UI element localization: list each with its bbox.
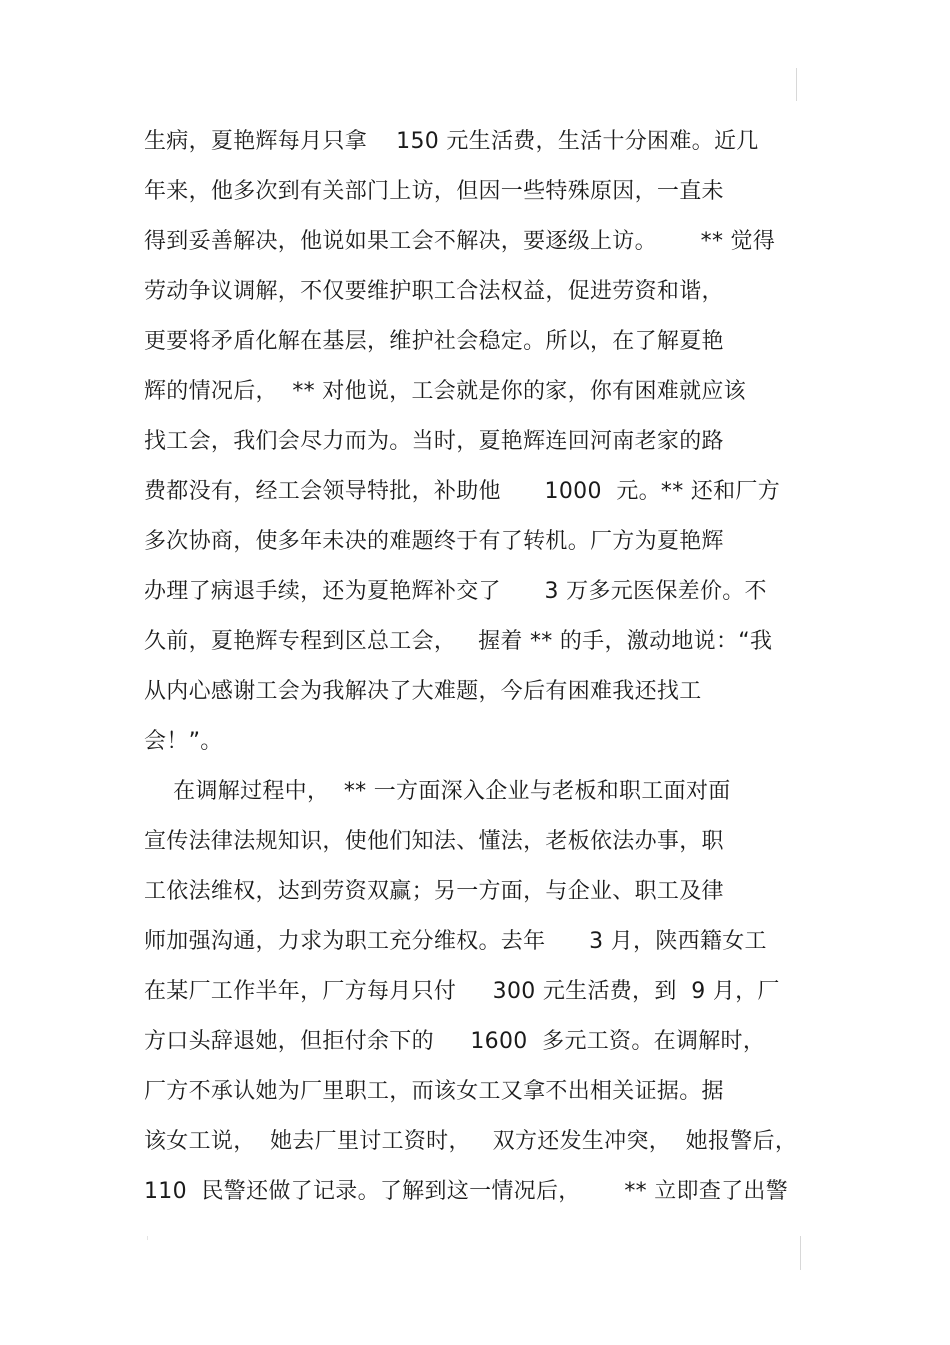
text-line: 从内心感谢工会为我解决了大难题，今后有困难我还找工	[144, 679, 702, 704]
text-line: 费都没有，经工会领导特批，补助他 1000 元。** 还和厂方	[144, 479, 781, 504]
page-corner-mark-top-right	[796, 68, 797, 101]
text-line: 劳动争议调解，不仅要维护职工合法权益，促进劳资和谐，	[144, 279, 724, 304]
text-line: 年来，他多次到有关部门上访，但因一些特殊原因，一直未	[144, 179, 724, 204]
text-line: 该女工说， 她去厂里讨工资时， 双方还发生冲突， 她报警后，	[144, 1129, 798, 1154]
text-line: 师加强沟通，力求为职工充分维权。去年 3 月，陕西籍女工	[144, 929, 767, 954]
text-line: 生病，夏艳辉每月只拿 150 元生活费，生活十分困难。近几	[144, 129, 759, 154]
text-line: 在某厂工作半年，厂方每月只付 300 元生活费，到 9 月，厂	[144, 979, 780, 1004]
text-line: 会！”。	[144, 729, 223, 754]
text-line: 在调解过程中， ** 一方面深入企业与老板和职工面对面	[144, 779, 731, 804]
text-line: 厂方不承认她为厂里职工，而该女工又拿不出相关证据。据	[144, 1079, 724, 1104]
text-line: 宣传法律法规知识，使他们知法、懂法，老板依法办事，职	[144, 829, 724, 854]
page-corner-mark-bottom-right	[800, 1236, 801, 1270]
text-line: 辉的情况后， ** 对他说，工会就是你的家，你有困难就应该	[144, 379, 746, 404]
text-line: 110 民警还做了记录。了解到这一情况后， ** 立即查了出警	[144, 1179, 789, 1204]
text-line: 工依法维权，达到劳资双赢；另一方面，与企业、职工及律	[144, 879, 724, 904]
text-line: 找工会，我们会尽力而为。当时，夏艳辉连回河南老家的路	[144, 429, 724, 454]
text-line: 多次协商，使多年未决的难题终于有了转机。厂方为夏艳辉	[144, 529, 724, 554]
text-line: 办理了病退手续，还为夏艳辉补交了 3 万多元医保差价。不	[144, 579, 767, 604]
text-line: 得到妥善解决，他说如果工会不解决，要逐级上访。 ** 觉得	[144, 229, 776, 254]
text-line: 方口头辞退她，但拒付余下的 1600 多元工资。在调解时，	[144, 1029, 766, 1054]
text-line: 更要将矛盾化解在基层，维护社会稳定。所以，在了解夏艳	[144, 329, 724, 354]
page-corner-mark-bottom-left	[147, 1236, 148, 1240]
text-line: 久前，夏艳辉专程到区总工会， 握着 ** 的手，激动地说：“我	[144, 629, 773, 654]
